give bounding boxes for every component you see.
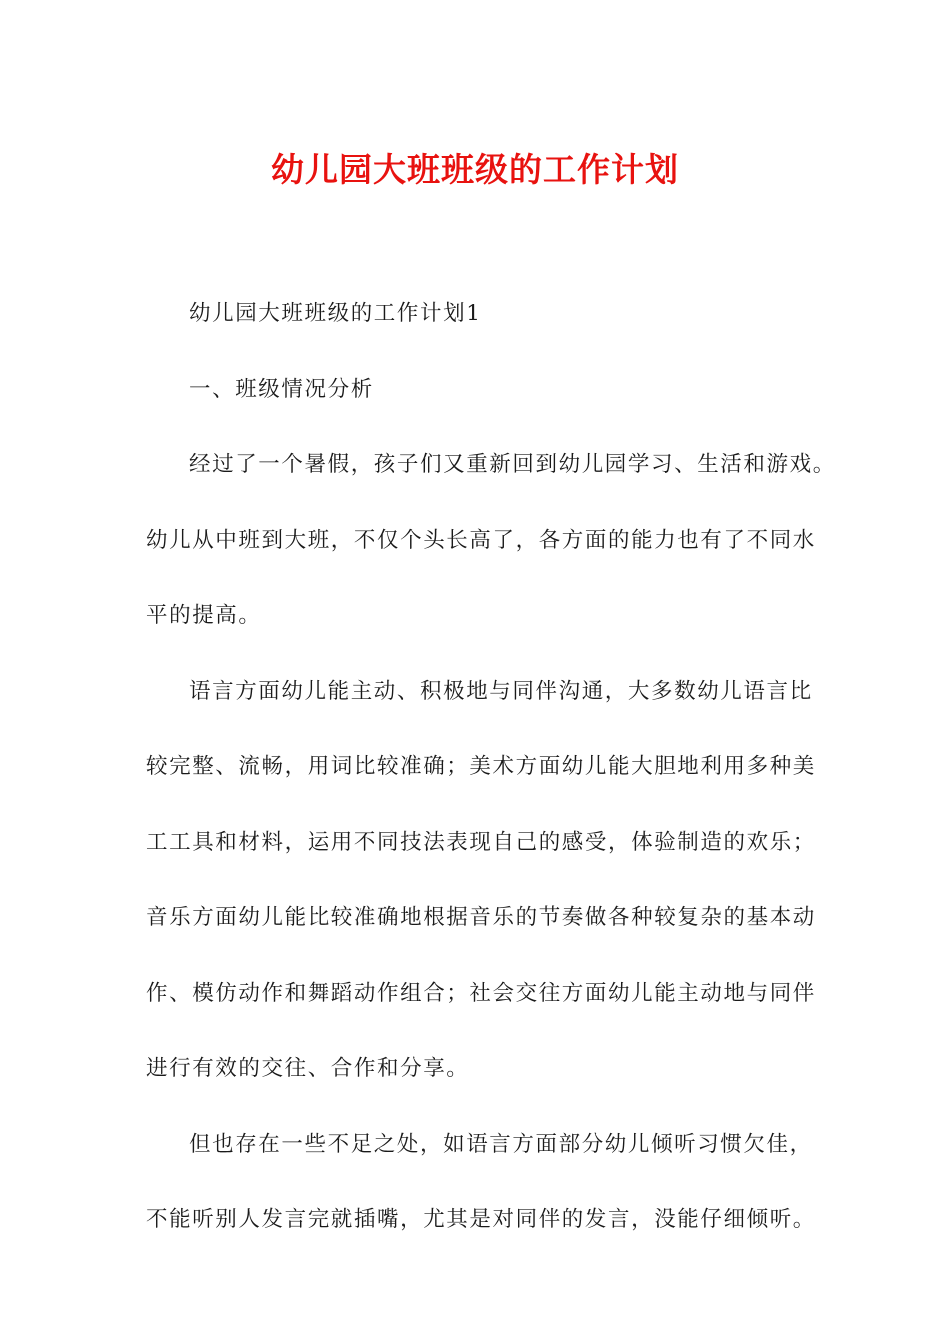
text-line: 进行有效的交往、合作和分享。 bbox=[146, 1056, 470, 1081]
text-line: 不能听别人发言完就插嘴，尤其是对同伴的发言，没能仔细倾听。 bbox=[146, 1207, 816, 1232]
paragraph-subheading bbox=[146, 352, 814, 428]
text-line: 平的提高。 bbox=[146, 603, 262, 628]
text-line: 幼儿从中班到大班，不仅个头长高了，各方面的能力也有了不同水 bbox=[146, 527, 816, 553]
text-line: 一、班级情况分析 bbox=[189, 376, 374, 402]
paragraph-shortcomings bbox=[146, 1107, 814, 1258]
paragraph-intro bbox=[146, 427, 836, 654]
paragraph-section-heading bbox=[146, 276, 814, 352]
text-line: 音乐方面幼儿能比较准确地根据音乐的节奏做各种较复杂的基本动 bbox=[146, 905, 816, 930]
text-line: 语言方面幼儿能主动、积极地与同伴沟通，大多数幼儿语言比 bbox=[189, 678, 813, 704]
text-line: 作、模仿动作和舞蹈动作组合；社会交往方面幼儿能主动地与同伴 bbox=[146, 980, 816, 1006]
text-line: 经过了一个暑假，孩子们又重新回到幼儿园学习、生活和游戏。 bbox=[189, 452, 836, 477]
text-line: 但也存在一些不足之处，如语言方面部分幼儿倾听习惯欠佳， bbox=[189, 1131, 813, 1157]
text-line: 工工具和材料，运用不同技法表现自己的感受，体验制造的欢乐； bbox=[146, 829, 816, 855]
document-title: 幼儿园大班班级的工作计划 bbox=[271, 150, 679, 189]
text-line: 较完整、流畅，用词比较准确；美术方面幼儿能大胆地利用多种美 bbox=[146, 754, 816, 779]
document-body bbox=[146, 276, 836, 1258]
text-line: 幼儿园大班班级的工作计划1 bbox=[189, 301, 482, 326]
paragraph-abilities bbox=[146, 654, 814, 1107]
